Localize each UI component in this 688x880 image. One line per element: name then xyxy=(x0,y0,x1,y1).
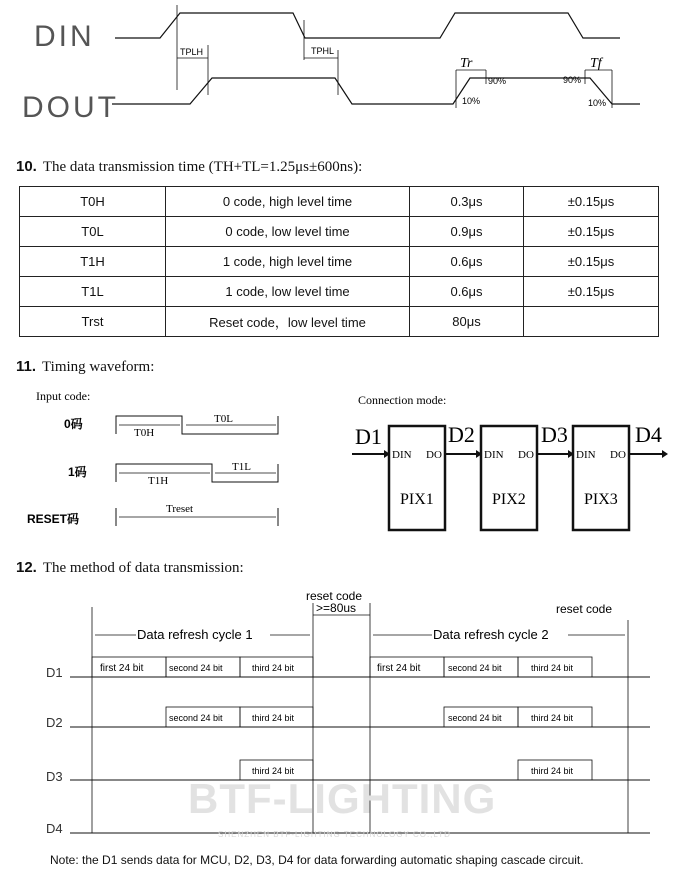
param-desc: 0 code, low level time xyxy=(166,217,410,247)
param-tolerance: ±0.15μs xyxy=(524,247,659,277)
tr-10-label: 10% xyxy=(462,96,481,106)
din-label: DIN xyxy=(34,20,95,53)
pix2-do: DO xyxy=(518,449,534,461)
param-desc: 1 code, high level time xyxy=(166,247,410,277)
param-name: Trst xyxy=(20,307,166,337)
section-12-title: The method of data transmission: xyxy=(42,560,244,576)
line-label-d4: D4 xyxy=(46,821,63,836)
d2-third-label: third 24 bit xyxy=(252,713,295,723)
d1-second-label: second 24 bit xyxy=(169,663,223,673)
pix2-label: PIX2 xyxy=(492,491,526,508)
line-label-d1: D1 xyxy=(46,665,63,680)
tr-label: Tr xyxy=(460,56,473,71)
d2-third2-label: third 24 bit xyxy=(531,713,574,723)
code1-label: 1码 xyxy=(68,465,87,479)
param-value: 80μs xyxy=(410,307,524,337)
pix1-din: DIN xyxy=(392,449,412,461)
treset-label: Treset xyxy=(166,503,194,515)
reset-code-top: reset code xyxy=(306,589,363,603)
din-signal xyxy=(115,13,620,38)
d1-first2-label: first 24 bit xyxy=(377,663,421,674)
param-desc: 1 code, low level time xyxy=(166,277,410,307)
brand-watermark: BTF-LIGHTING xyxy=(188,775,497,822)
footnote: Note: the D1 sends data for MCU, D2, D3, D4 for data forwarding automatic shaping cascade circuit. xyxy=(50,853,584,867)
tphl-label: TPHL xyxy=(311,46,335,56)
line-label-d2: D2 xyxy=(46,715,63,730)
d2-label: D2 xyxy=(448,422,475,447)
section-10-heading xyxy=(16,158,362,176)
param-value: 0.3μs xyxy=(410,187,524,217)
table-row xyxy=(20,277,659,307)
section-12-heading xyxy=(16,559,244,577)
timing-table xyxy=(19,186,659,337)
reset-label: RESET码 xyxy=(27,512,80,526)
pix3-din: DIN xyxy=(576,449,596,461)
input-code-label: Input code: xyxy=(36,389,91,403)
param-tolerance: ±0.15μs xyxy=(524,277,659,307)
param-name: T1L xyxy=(20,277,166,307)
connection-label: Connection mode: xyxy=(358,393,447,407)
code0-label: 0码 xyxy=(64,417,83,431)
section-11-heading xyxy=(16,358,154,376)
connection-diagram xyxy=(340,384,688,544)
d1-third2-label: third 24 bit xyxy=(531,663,574,673)
table-row xyxy=(20,187,659,217)
pix2-din: DIN xyxy=(484,449,504,461)
d3-third2-label: third 24 bit xyxy=(531,766,574,776)
param-value: 0.6μs xyxy=(410,247,524,277)
cycle1-label: Data refresh cycle 1 xyxy=(137,627,253,642)
param-tolerance xyxy=(524,307,659,337)
d3-third-label: third 24 bit xyxy=(252,766,295,776)
d2-second-label: second 24 bit xyxy=(169,713,223,723)
tplh-label: TPLH xyxy=(180,47,204,57)
dout-label: DOUT xyxy=(22,91,119,124)
pix3-box xyxy=(573,426,629,530)
din-dout-waveform xyxy=(0,0,688,130)
param-tolerance: ±0.15μs xyxy=(524,217,659,247)
brand-watermark-sub: SHENZHEN BTF-LIGHTING TECHNOLOGY CO.,LTD xyxy=(218,830,451,839)
line-label-d3: D3 xyxy=(46,769,63,784)
table-row xyxy=(20,247,659,277)
table-row xyxy=(20,307,659,337)
d1-label: D1 xyxy=(355,424,382,449)
param-name: T1H xyxy=(20,247,166,277)
dout-signal xyxy=(112,78,640,104)
d1-first-label: first 24 bit xyxy=(100,663,144,674)
tf-10-label: 10% xyxy=(588,98,607,108)
pix2-box xyxy=(481,426,537,530)
param-value: 0.9μs xyxy=(410,217,524,247)
d1-third-label: third 24 bit xyxy=(252,663,295,673)
t0h-label: T0H xyxy=(134,427,155,439)
t1l-label: T1L xyxy=(232,461,251,473)
d4-label: D4 xyxy=(635,422,662,447)
reset-ge-label: >=80us xyxy=(316,601,357,615)
d1-second2-label: second 24 bit xyxy=(448,663,502,673)
section-11-title: Timing waveform: xyxy=(42,359,155,375)
reset-code-right: reset code xyxy=(556,602,613,616)
section-10-title: The data transmission time (TH+TL=1.25μs±600ns): xyxy=(42,159,363,175)
param-desc: Reset code，low level time xyxy=(166,307,410,337)
pix1-do: DO xyxy=(426,449,442,461)
pix3-do: DO xyxy=(610,449,626,461)
section-10-number: 10. xyxy=(16,158,37,175)
table-row xyxy=(20,217,659,247)
pix1-label: PIX1 xyxy=(400,491,434,508)
d2-second2-label: second 24 bit xyxy=(448,713,502,723)
param-value: 0.6μs xyxy=(410,277,524,307)
pix1-box xyxy=(389,426,445,530)
tf-label: Tf xyxy=(590,56,602,71)
param-tolerance: ±0.15μs xyxy=(524,187,659,217)
param-name: T0H xyxy=(20,187,166,217)
t0l-label: T0L xyxy=(214,413,233,425)
section-12-number: 12. xyxy=(16,559,37,576)
pix3-label: PIX3 xyxy=(584,491,618,508)
cycle2-label: Data refresh cycle 2 xyxy=(433,627,549,642)
section-11-number: 11. xyxy=(16,358,37,375)
tr-90-label: 90% xyxy=(488,76,507,86)
t1h-label: T1H xyxy=(148,475,169,487)
input-code-diagram xyxy=(0,380,320,540)
tf-90-label: 90% xyxy=(563,75,582,85)
d3-label: D3 xyxy=(541,422,568,447)
param-name: T0L xyxy=(20,217,166,247)
param-desc: 0 code, high level time xyxy=(166,187,410,217)
